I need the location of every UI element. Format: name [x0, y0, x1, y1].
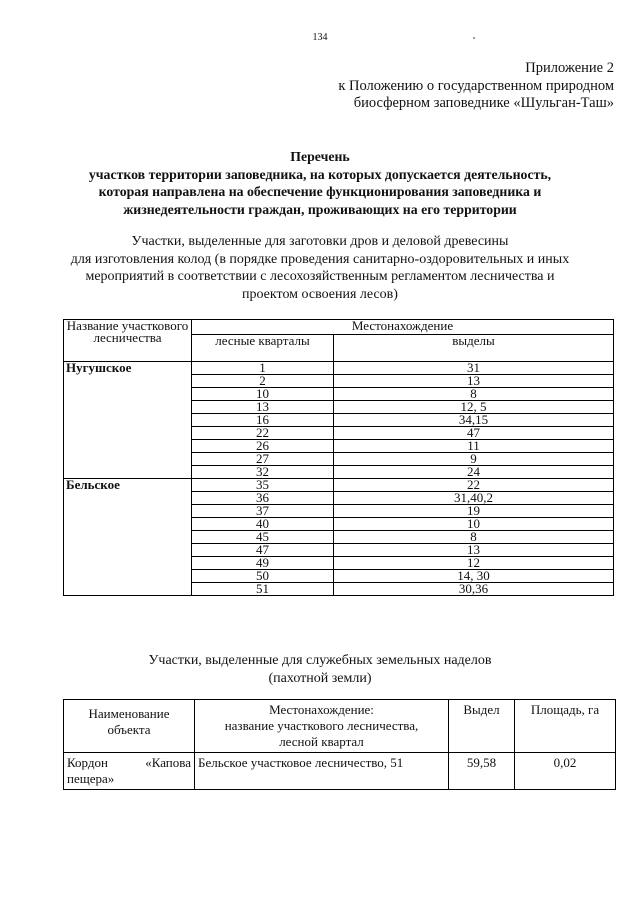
forest-quarter-cell: 37	[192, 505, 334, 518]
appendix-header	[338, 60, 614, 113]
cell-plot: 59,58	[449, 753, 515, 790]
appendix-line-3: биосферном заповеднике «Шульган-Таш»	[353, 95, 614, 111]
document-title	[0, 148, 640, 218]
object-word-2: «Капова	[145, 755, 191, 770]
plots-cell: 13	[334, 544, 614, 557]
page-number: 134	[312, 32, 328, 43]
forestry-plots-table	[63, 319, 614, 596]
plots-cell: 8	[334, 388, 614, 401]
header-forest-quarters: лесные кварталы	[192, 335, 334, 362]
object-word-1: Кордон	[67, 755, 108, 770]
forest-quarter-cell: 51	[192, 583, 334, 596]
header-location: Местонахождение	[192, 320, 614, 335]
plots-cell: 22	[334, 479, 614, 492]
forest-quarter-cell: 40	[192, 518, 334, 531]
plots-cell: 10	[334, 518, 614, 531]
section1-line-4: проектом освоения лесов)	[242, 286, 398, 302]
plots-cell: 31,40,2	[334, 492, 614, 505]
section1-line-2: для изготовления колод (в порядке проведения санитарно-оздоровительных и иных	[70, 251, 570, 267]
header-location-line-2: название участкового лесничества,	[224, 718, 419, 733]
plots-cell: 14, 30	[334, 570, 614, 583]
plots-cell: 12	[334, 557, 614, 570]
forestry-name: Нугушское	[64, 362, 192, 479]
cell-object	[64, 753, 195, 790]
section1-line-1: Участки, выделенные для заготовки дров и деловой древесины	[131, 234, 509, 249]
appendix-line-2: к Положению о государственном природном	[338, 77, 614, 94]
scan-speck	[473, 37, 475, 39]
header-location-line-3: лесной квартал	[279, 734, 364, 749]
header-location-detail	[195, 700, 449, 753]
cell-location: Бельское участковое лесничество, 51	[195, 753, 449, 790]
forest-quarter-cell: 26	[192, 440, 334, 453]
forest-quarter-cell: 35	[192, 479, 334, 492]
plots-cell: 19	[334, 505, 614, 518]
table-row	[64, 362, 614, 375]
plots-cell: 12, 5	[334, 401, 614, 414]
appendix-line-1: Приложение 2	[525, 60, 614, 76]
cell-area: 0,02	[515, 753, 616, 790]
header-plot: Выдел	[449, 700, 515, 753]
service-land-header-row	[64, 700, 616, 753]
plots-cell: 9	[334, 453, 614, 466]
service-land-table	[63, 699, 616, 790]
plots-cell: 24	[334, 466, 614, 479]
section2-line-2: (пахотной земли)	[268, 670, 372, 686]
table-row	[64, 479, 614, 492]
plots-cell: 34,15	[334, 414, 614, 427]
plots-cell: 31	[334, 362, 614, 375]
plots-cell: 8	[334, 531, 614, 544]
object-word-3: пещера»	[67, 771, 115, 786]
forestry-name: Бельское	[64, 479, 192, 596]
forest-quarter-cell: 32	[192, 466, 334, 479]
section2-heading	[0, 652, 640, 687]
plots-cell: 11	[334, 440, 614, 453]
title-line-3: которая направлена на обеспечение функционирования заповедника и	[98, 184, 542, 199]
forest-quarter-cell: 13	[192, 401, 334, 414]
forest-quarter-cell: 36	[192, 492, 334, 505]
forest-quarter-cell: 1	[192, 362, 334, 375]
forest-quarter-cell: 16	[192, 414, 334, 427]
plots-cell: 13	[334, 375, 614, 388]
title-line-4: жизнедеятельности граждан, проживающих на его территории	[123, 201, 517, 217]
section1-line-3: мероприятий в соответствии с лесохозяйственным регламентом лесничества и	[85, 269, 555, 284]
forest-quarter-cell: 47	[192, 544, 334, 557]
forest-quarter-cell: 45	[192, 531, 334, 544]
forest-quarter-cell: 27	[192, 453, 334, 466]
section1-heading	[0, 233, 640, 303]
title-line-2: участков территории заповедника, на которых допускается деятельность,	[88, 166, 552, 182]
header-object: Наименование объекта	[64, 700, 195, 753]
forest-quarter-cell: 22	[192, 427, 334, 440]
forest-quarter-cell: 49	[192, 557, 334, 570]
header-location-line-1: Местонахождение:	[269, 702, 374, 717]
plots-cell: 30,36	[334, 583, 614, 596]
header-forestry-name: Название участкового лесничества	[64, 320, 192, 362]
plots-cell: 47	[334, 427, 614, 440]
header-plots: выделы	[334, 335, 614, 362]
section2-line-1: Участки, выделенные для служебных земельных наделов	[148, 653, 492, 668]
forest-quarter-cell: 10	[192, 388, 334, 401]
forest-quarter-cell: 2	[192, 375, 334, 388]
header-area: Площадь, га	[515, 700, 616, 753]
title-line-1: Перечень	[290, 149, 350, 164]
service-land-row	[64, 753, 616, 790]
forest-quarter-cell: 50	[192, 570, 334, 583]
